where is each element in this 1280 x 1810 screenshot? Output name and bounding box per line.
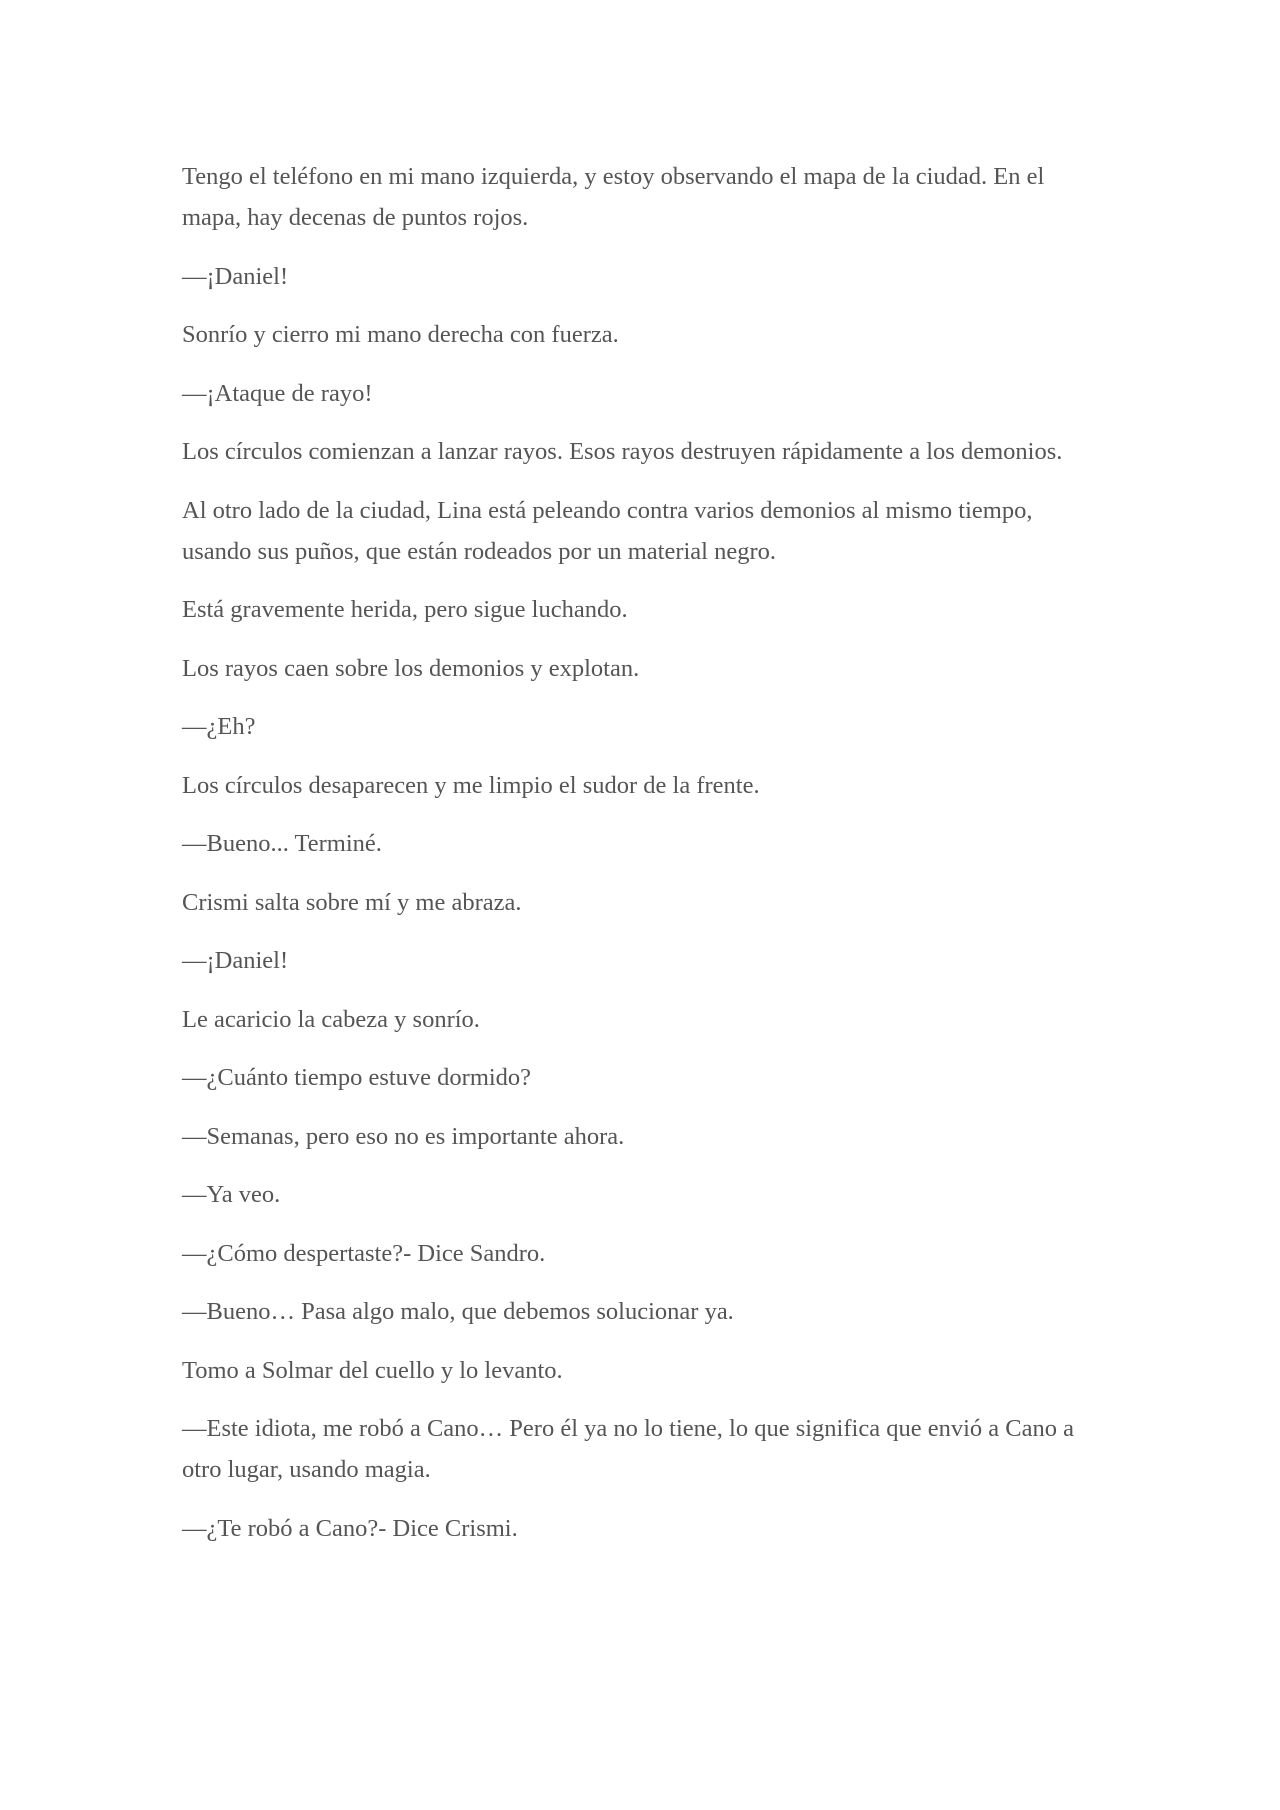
paragraph: Crismi salta sobre mí y me abraza. — [182, 888, 522, 916]
paragraph: Los círculos desaparecen y me limpio el sudor de la frente. — [182, 771, 760, 799]
paragraph: —¡Ataque de rayo! — [182, 379, 373, 407]
paragraph: Al otro lado de la ciudad, Lina está peleando contra varios demonios al mismo tiempo, usando sus puños, que están rodeados por un material negro. — [182, 496, 1033, 565]
paragraph: —¡Daniel! — [182, 262, 289, 290]
paragraph: —Este idiota, me robó a Cano… Pero él ya no lo tiene, lo que significa que envió a Cano a otro lugar, usando magia. — [182, 1415, 1074, 1483]
paragraph: —¿Cómo despertaste?- Dice Sandro. — [182, 1239, 546, 1267]
paragraph: —¿Cuánto tiempo estuve dormido? — [182, 1064, 532, 1091]
paragraph: —Bueno... Terminé. — [182, 830, 382, 857]
paragraph: Tengo el teléfono en mi mano izquierda, y estoy observando el mapa de la ciudad. En el mapa, hay decenas de puntos rojos. — [182, 163, 1045, 231]
paragraph: Le acaricio la cabeza y sonrío. — [182, 1005, 480, 1033]
paragraph: —¡Daniel! — [182, 947, 289, 974]
paragraph: Está gravemente herida, pero sigue luchando. — [182, 596, 628, 623]
paragraph: Tomo a Solmar del cuello y lo levanto. — [182, 1356, 563, 1384]
paragraph: —Bueno… Pasa algo malo, que debemos solucionar ya. — [182, 1298, 734, 1325]
paragraph: —Ya veo. — [182, 1181, 281, 1208]
paragraph: —¿Te robó a Cano?- Dice Crismi. — [182, 1514, 518, 1542]
paragraph: —Semanas, pero eso no es importante ahora. — [182, 1122, 625, 1150]
document-body — [182, 156, 1102, 1566]
paragraph: Los círculos comienzan a lanzar rayos. Esos rayos destruyen rápidamente a los demonios. — [182, 438, 1063, 465]
paragraph: Los rayos caen sobre los demonios y explotan. — [182, 654, 640, 682]
paragraph: —¿Eh? — [182, 713, 256, 740]
paragraph: Sonrío y cierro mi mano derecha con fuerza. — [182, 321, 619, 348]
